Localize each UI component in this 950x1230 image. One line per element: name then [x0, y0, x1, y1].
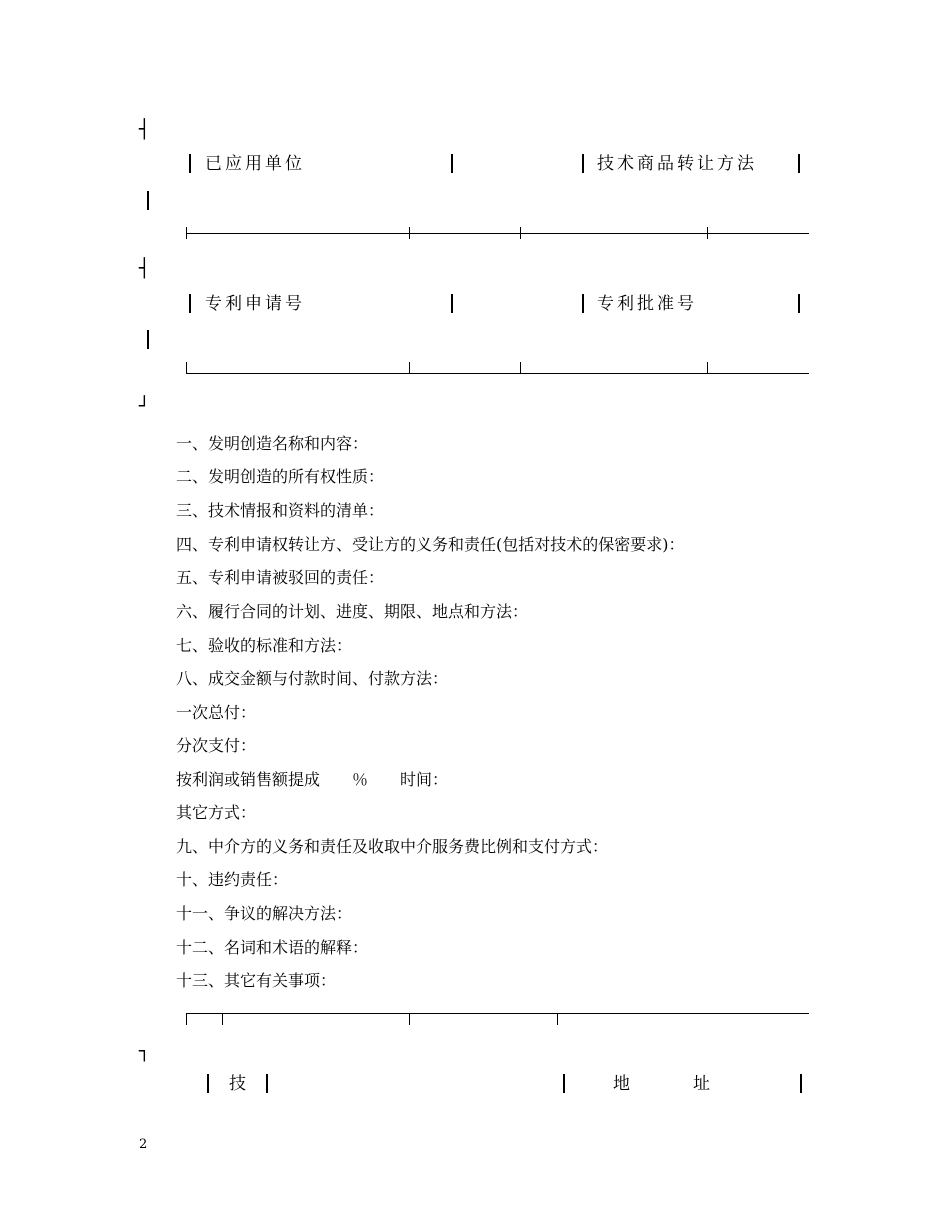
clause-item: 按利润或销售额提成 ％ 时间： [176, 770, 449, 789]
table-rule-tick [409, 362, 410, 374]
patent-application-number-label: 专利申请号 [205, 294, 305, 314]
clause-item: 其它方式： [176, 803, 257, 822]
transfer-method-label: 技术商品转让方法 [597, 154, 757, 174]
table-border [582, 294, 584, 313]
clause-item: 四、专利申请权转让方、受让方的义务和责任(包括对技术的保密要求)： [176, 535, 685, 554]
table-rule-tick [186, 362, 187, 374]
table-rule-tick [707, 227, 708, 239]
table-rule-tick [409, 1013, 410, 1025]
clause-item: 分次支付： [176, 736, 257, 755]
table-corner-mark: ┤ [139, 258, 150, 279]
technology-label: 技 [229, 1074, 249, 1094]
table-border [798, 294, 800, 313]
table-border [798, 154, 800, 173]
table-border [800, 1074, 802, 1093]
table-rule-tick [520, 227, 521, 239]
clause-item: 一、发明创造名称和内容： [176, 434, 369, 453]
patent-approval-number-label: 专利批准号 [597, 294, 697, 314]
table-rule-tick [707, 362, 708, 374]
table-border [582, 154, 584, 173]
clause-item: 八、成交金额与付款时间、付款方法： [176, 669, 449, 688]
clause-item: 九、中介方的义务和责任及收取中介服务费比例和支付方式： [176, 837, 609, 856]
table-corner-mark: ┐ [139, 1041, 150, 1062]
clause-item: 五、专利申请被驳回的责任： [176, 568, 385, 587]
table-rule [186, 373, 809, 374]
table-rule [186, 233, 809, 234]
clause-item: 六、履行合同的计划、进度、期限、地点和方法： [176, 602, 529, 621]
table-rule-tick [186, 227, 187, 239]
table-rule-tick [557, 1013, 558, 1025]
clause-item: 三、技术情报和资料的清单： [176, 501, 385, 520]
table-border [189, 154, 191, 173]
clause-item: 一次总付： [176, 703, 257, 722]
clause-item: 七、验收的标准和方法： [176, 636, 353, 655]
table-border [207, 1074, 209, 1093]
clause-item: 十一、争议的解决方法： [176, 904, 353, 923]
address-label: 地 址 [613, 1074, 713, 1094]
table-border [189, 294, 191, 313]
clause-item: 十二、名词和术语的解释： [176, 938, 369, 957]
page-number: 2 [139, 1137, 148, 1152]
table-border [563, 1074, 565, 1093]
clause-item: 二、发明创造的所有权性质： [176, 467, 385, 486]
clause-item: 十三、其它有关事项： [176, 971, 337, 990]
table-rule-tick [222, 1013, 223, 1025]
table-rule-tick [409, 227, 410, 239]
table-border [451, 154, 453, 173]
applied-unit-label: 已应用单位 [205, 154, 305, 174]
table-border [266, 1074, 268, 1093]
table-corner-mark: ┘ [139, 396, 150, 417]
clause-item: 十、违约责任： [176, 870, 289, 889]
table-border [451, 294, 453, 313]
table-border [147, 330, 149, 349]
table-rule [186, 1013, 809, 1014]
table-border [147, 191, 149, 210]
table-rule-tick [520, 362, 521, 374]
table-corner-mark: ┤ [139, 119, 150, 140]
table-rule-tick [186, 1013, 187, 1025]
